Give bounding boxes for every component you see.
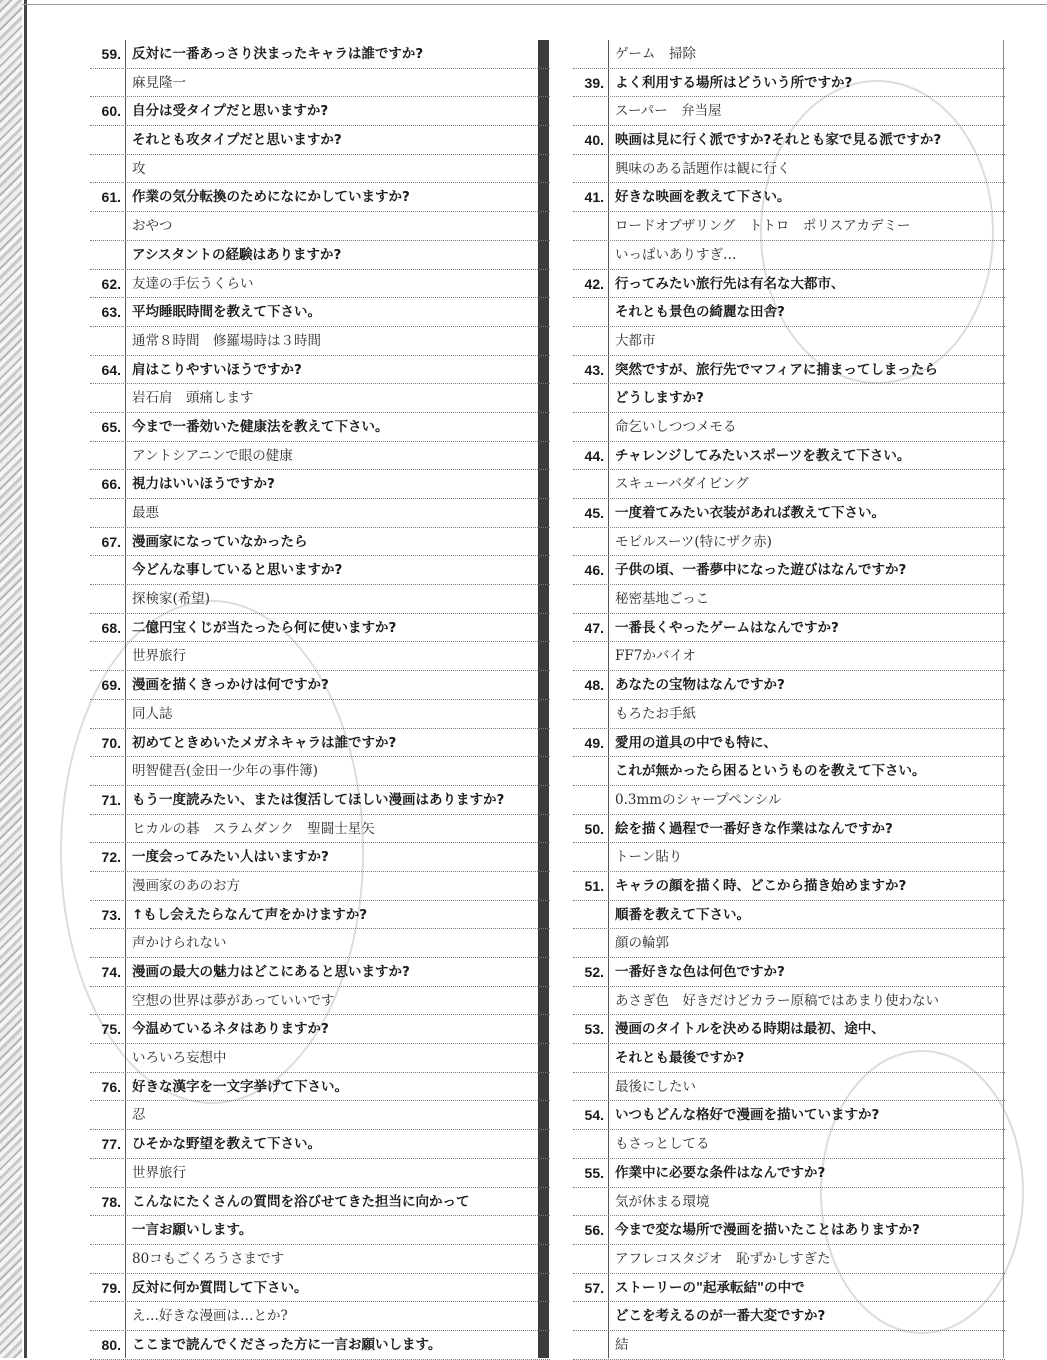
question-number: 69. <box>101 677 121 694</box>
question-number: 77. <box>101 1136 121 1153</box>
answer-row <box>90 1245 550 1274</box>
answer-text: 興味のある話題作は観に行く <box>615 160 791 177</box>
question-text: よく利用する場所はどういう所ですか? <box>615 74 853 91</box>
question-number: 74. <box>101 964 121 980</box>
question-number: 78. <box>101 1193 121 1210</box>
question-text: こんなにたくさんの質問を浴びせてきた担当に向かって <box>132 1193 470 1210</box>
answer-row <box>573 585 1005 614</box>
answer-row <box>90 442 550 471</box>
answer-row <box>90 700 550 729</box>
answer-text: あさぎ色 好きだけどカラー原稿ではあまり使わない <box>615 992 939 1009</box>
question-number: 59. <box>101 46 121 62</box>
answer-text: 声かけられない <box>132 935 227 952</box>
question-text: どこを考えるのが一番大変ですか? <box>615 1308 826 1325</box>
question-text: これが無かったら困るというものを教えて下さい。 <box>615 763 926 780</box>
question-number: 72. <box>101 849 121 866</box>
question-text: 漫画の最大の魅力はどこにあると思いますか? <box>132 964 410 980</box>
answer-row <box>90 929 550 958</box>
question-number: 79. <box>101 1279 121 1296</box>
question-text: いつもどんな格好で漫画を描いていますか? <box>615 1107 880 1124</box>
answer-text: え…好きな漫画は…とか? <box>132 1308 288 1325</box>
question-row <box>90 298 550 327</box>
question-text: 視力はいいほうですか? <box>132 476 275 493</box>
answer-text: 世界旅行 <box>132 1164 186 1181</box>
answer-row <box>90 987 550 1016</box>
answer-text: 世界旅行 <box>132 648 186 665</box>
question-number: 40. <box>584 132 604 149</box>
answer-row <box>90 585 550 614</box>
question-text: 漫画のタイトルを決める時期は最初、途中、 <box>615 1021 885 1038</box>
question-row <box>573 1159 1005 1188</box>
right-qa-list <box>573 40 1005 1360</box>
question-number: 56. <box>584 1222 604 1239</box>
answer-row <box>573 470 1005 499</box>
left-column <box>90 40 550 1360</box>
answer-row <box>90 757 550 786</box>
answer-row <box>90 155 550 184</box>
answer-row <box>90 499 550 528</box>
answer-row <box>573 155 1005 184</box>
question-text: 初めてときめいたメガネキャラは誰ですか? <box>132 734 397 751</box>
answer-row <box>573 1245 1005 1274</box>
question-text: あなたの宝物はなんですか? <box>615 677 785 694</box>
question-text: もう一度読みたい、または復活してほしい漫画はありますか? <box>132 791 505 808</box>
question-row <box>90 843 550 872</box>
answer-row <box>573 97 1005 126</box>
question-number: 44. <box>584 447 604 464</box>
answer-text: もろたお手紙 <box>615 705 696 722</box>
top-rule <box>22 4 1047 5</box>
question-row <box>90 183 550 212</box>
answer-row <box>573 642 1005 671</box>
answer-text: 最悪 <box>132 505 159 521</box>
question-text: 今どんな事していると思いますか? <box>132 562 343 579</box>
question-row <box>573 270 1005 299</box>
question-row <box>573 729 1005 758</box>
question-row <box>573 614 1005 643</box>
question-text: 二億円宝くじが当たったら何に使いますか? <box>132 619 397 636</box>
question-row <box>573 958 1005 987</box>
question-row <box>90 413 550 442</box>
answer-text: いろいろ妄想中 <box>132 1050 227 1067</box>
answer-text: 岩石肩 頭痛します <box>132 390 254 407</box>
question-row <box>90 729 550 758</box>
answer-text: 秘密基地ごっこ <box>615 591 710 608</box>
question-row <box>573 1274 1005 1303</box>
answer-text: FF7かバイオ <box>615 648 696 665</box>
answer-text: 攻 <box>132 160 146 177</box>
question-row <box>90 901 550 930</box>
answer-text: 漫画家のあのお方 <box>132 877 240 894</box>
question-number: 73. <box>101 906 121 923</box>
answer-row <box>573 929 1005 958</box>
answer-row <box>573 528 1005 557</box>
question-text: 絵を描く過程で一番好きな作業はなんですか? <box>615 820 893 837</box>
question-number: 54. <box>584 1107 604 1124</box>
question-number: 63. <box>101 304 121 321</box>
question-row <box>90 356 550 385</box>
question-number: 53. <box>584 1021 604 1038</box>
question-row <box>573 757 1005 786</box>
question-number: 51. <box>584 877 604 894</box>
answer-text: 通常８時間 修羅場時は３時間 <box>132 332 321 349</box>
question-row <box>90 786 550 815</box>
answer-row <box>90 384 550 413</box>
question-text: 今まで一番効いた健康法を教えて下さい。 <box>132 418 389 435</box>
answer-row <box>573 843 1005 872</box>
question-number: 64. <box>101 361 121 378</box>
answer-row <box>573 40 1005 69</box>
answer-row <box>573 1188 1005 1217</box>
question-text: 一度会ってみたい人はいますか? <box>132 849 329 866</box>
question-number: 41. <box>584 189 604 206</box>
question-row <box>90 556 550 585</box>
question-row <box>573 1044 1005 1073</box>
question-text: 平均睡眠時間を教えて下さい。 <box>132 304 321 321</box>
answer-row <box>90 1101 550 1130</box>
question-row <box>90 470 550 499</box>
question-text: ひそかな野望を教えて下さい。 <box>132 1136 321 1153</box>
question-number: 50. <box>584 820 604 837</box>
question-row <box>90 1274 550 1303</box>
question-number: 42. <box>584 275 604 292</box>
border-rule <box>24 0 27 1358</box>
question-row <box>90 241 550 270</box>
answer-row <box>90 1302 550 1331</box>
question-number: 75. <box>101 1021 121 1038</box>
question-number: 60. <box>101 103 121 120</box>
question-number: 57. <box>584 1279 604 1296</box>
question-number: 39. <box>584 74 604 91</box>
question-number: 52. <box>584 964 604 980</box>
answer-text: 明智健吾(金田一少年の事件簿) <box>132 763 319 780</box>
question-text: 今温めているネタはありますか? <box>132 1021 329 1038</box>
question-row <box>573 442 1005 471</box>
answer-text: ロードオブザリング トトロ ポリスアカデミー <box>615 218 911 235</box>
question-row <box>90 1073 550 1102</box>
answer-text: ゲーム 掃除 <box>615 46 696 62</box>
question-row <box>573 1216 1005 1245</box>
answer-text: アントシアニンで眼の健康 <box>132 447 293 464</box>
question-row <box>573 384 1005 413</box>
answer-text: 探検家(希望) <box>132 591 211 608</box>
question-text: 好きな映画を教えて下さい。 <box>615 189 791 206</box>
question-number: 66. <box>101 476 121 493</box>
question-number: 45. <box>584 505 604 521</box>
answer-text: おやつ <box>132 218 173 235</box>
answer-row <box>90 872 550 901</box>
question-number: 46. <box>584 562 604 579</box>
question-row <box>573 356 1005 385</box>
question-text: 好きな漢字を一文字挙げて下さい。 <box>132 1078 348 1095</box>
answer-text: スキューバダイビング <box>615 476 749 493</box>
question-row <box>573 183 1005 212</box>
answer-row <box>573 1331 1005 1360</box>
question-text: チャレンジしてみたいスポーツを教えて下さい。 <box>615 447 911 464</box>
answer-row <box>573 212 1005 241</box>
answer-text: 麻見隆一 <box>132 74 186 91</box>
answer-text: 命乞いしつつメモる <box>615 418 737 435</box>
answer-text: 忍 <box>132 1107 146 1124</box>
answer-text: 気が休まる環境 <box>615 1193 710 1210</box>
question-number: 62. <box>101 275 121 292</box>
question-text: 自分は受タイプだと思いますか? <box>132 103 329 120</box>
question-text: 一言お願いします。 <box>132 1222 253 1239</box>
answer-row <box>90 1044 550 1073</box>
answer-text: トーン貼り <box>615 849 683 866</box>
question-number: 47. <box>584 619 604 636</box>
question-row <box>573 1302 1005 1331</box>
question-row <box>573 1101 1005 1130</box>
question-number: 71. <box>101 791 121 808</box>
question-row <box>573 126 1005 155</box>
question-text: 今まで変な場所で漫画を描いたことはありますか? <box>615 1222 920 1239</box>
question-text: 作業中に必要な条件はなんですか? <box>615 1164 826 1181</box>
answer-row <box>90 327 550 356</box>
question-row <box>573 815 1005 844</box>
answer-text: 最後にしたい <box>615 1078 696 1095</box>
question-text: 子供の頃、一番夢中になった遊びはなんですか? <box>615 562 907 579</box>
left-qa-list <box>90 40 550 1360</box>
answer-row <box>90 1159 550 1188</box>
answer-text: 顔の輪郭 <box>615 935 669 952</box>
question-row <box>90 1331 550 1360</box>
question-text: 反対に一番あっさり決まったキャラは誰ですか? <box>132 46 424 62</box>
question-text: 肩はこりやすいほうですか? <box>132 361 302 378</box>
question-text: ストーリーの"起承転結"の中で <box>615 1279 805 1296</box>
answer-row <box>90 815 550 844</box>
question-text: キャラの顔を描く時、どこから描き始めますか? <box>615 877 907 894</box>
question-row <box>90 126 550 155</box>
question-row <box>90 1188 550 1217</box>
answer-row <box>90 212 550 241</box>
question-text: それとも最後ですか? <box>615 1050 745 1067</box>
question-text: ↑もし会えたらなんて声をかけますか? <box>132 906 368 923</box>
question-text: 漫画家になっていなかったら <box>132 533 308 550</box>
right-column <box>573 40 1005 1360</box>
answer-text: いっぱいありすぎ… <box>615 246 737 263</box>
question-text: 一番長くやったゲームはなんですか? <box>615 619 839 636</box>
answer-text: 80コもごくろうさまです <box>132 1250 285 1267</box>
question-row <box>90 97 550 126</box>
question-text: 映画は見に行く派ですか?それとも家で見る派ですか? <box>615 132 942 149</box>
question-row <box>90 958 550 987</box>
answer-row <box>573 413 1005 442</box>
answer-row <box>90 642 550 671</box>
question-number: 65. <box>101 418 121 435</box>
answer-text: スーパー 弁当屋 <box>615 103 722 120</box>
question-text: どうしますか? <box>615 390 704 407</box>
answer-text: 結 <box>615 1336 629 1353</box>
question-row <box>90 614 550 643</box>
answer-row <box>573 700 1005 729</box>
question-number: 48. <box>584 677 604 694</box>
question-number: 80. <box>101 1336 121 1353</box>
answer-text: ヒカルの碁 スラムダンク 聖闘士星矢 <box>132 820 375 837</box>
question-text: それとも攻タイプだと思いますか? <box>132 132 342 149</box>
question-number: 49. <box>584 734 604 751</box>
question-text: 行ってみたい旅行先は有名な大都市、 <box>615 275 845 292</box>
question-row <box>90 528 550 557</box>
answer-row <box>90 270 550 299</box>
answer-text: 大都市 <box>615 332 656 349</box>
question-row <box>90 1130 550 1159</box>
question-text: 一度着てみたい衣装があれば教えて下さい。 <box>615 505 885 521</box>
answer-row <box>573 241 1005 270</box>
answer-text: もさっとしてる <box>615 1136 710 1153</box>
question-row <box>573 69 1005 98</box>
question-text: 突然ですが、旅行先でマフィアに捕まってしまったら <box>615 361 938 378</box>
answer-text: 0.3mmのシャープペンシル <box>615 791 782 808</box>
question-text: 作業の気分転換のためになにかしていますか? <box>132 189 410 206</box>
question-number: 68. <box>101 619 121 636</box>
decorative-border <box>0 0 22 1358</box>
question-text: アシスタントの経験はありますか? <box>132 246 342 263</box>
question-row <box>573 1015 1005 1044</box>
question-row <box>573 556 1005 585</box>
answer-row <box>90 69 550 98</box>
question-row <box>573 499 1005 528</box>
question-text: 愛用の道具の中でも特に、 <box>615 734 777 751</box>
question-row <box>90 1216 550 1245</box>
answer-text: 空想の世界は夢があっていいです <box>132 992 335 1009</box>
question-text: 一番好きな色は何色ですか? <box>615 964 785 980</box>
question-text: 漫画を描くきっかけは何ですか? <box>132 677 329 694</box>
question-row <box>573 901 1005 930</box>
answer-row <box>573 1073 1005 1102</box>
question-number: 55. <box>584 1164 604 1181</box>
question-number: 67. <box>101 533 121 550</box>
question-row <box>573 872 1005 901</box>
question-row <box>573 671 1005 700</box>
answer-text: モビルスーツ(特にザク赤) <box>615 533 772 550</box>
answer-text: アフレコスタジオ 恥ずかしすぎた <box>615 1250 831 1267</box>
question-row <box>90 671 550 700</box>
answer-text: 同人誌 <box>132 705 173 722</box>
question-text: ここまで読んでくださった方に一言お願いします。 <box>132 1336 442 1353</box>
answer-row <box>573 987 1005 1016</box>
question-number: 61. <box>101 189 121 206</box>
question-row <box>90 40 550 69</box>
question-row <box>90 1015 550 1044</box>
answer-text: 友達の手伝うくらい <box>132 275 254 292</box>
answer-row <box>573 786 1005 815</box>
question-number: 43. <box>584 361 604 378</box>
answer-row <box>573 327 1005 356</box>
question-number: 70. <box>101 734 121 751</box>
question-text: 反対に何か質問して下さい。 <box>132 1279 308 1296</box>
question-number: 76. <box>101 1078 121 1095</box>
question-text: 順番を教えて下さい。 <box>615 906 750 923</box>
answer-row <box>573 1130 1005 1159</box>
question-row <box>573 298 1005 327</box>
question-text: それとも景色の綺麗な田舎? <box>615 304 785 321</box>
